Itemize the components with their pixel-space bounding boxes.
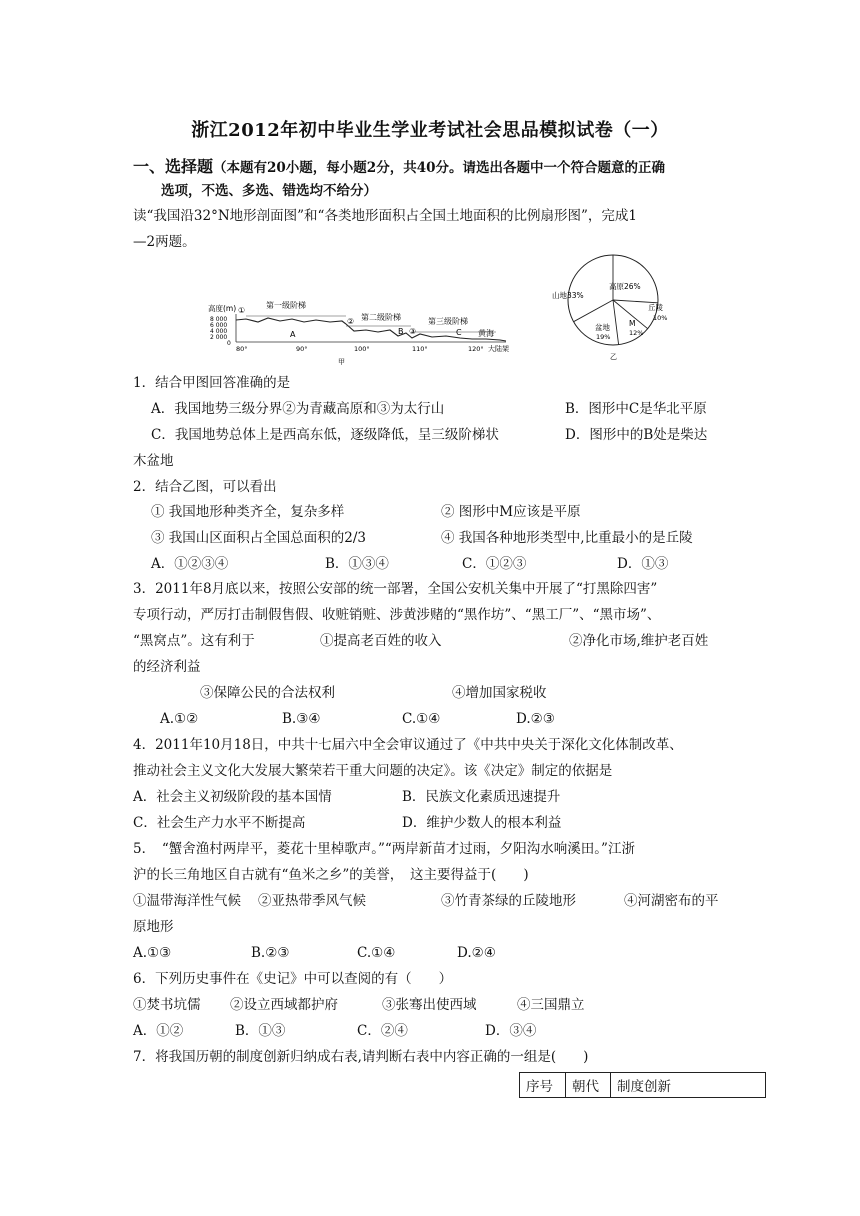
q6-stem: 6．下列历史事件在《史记》中可以查阅的有（ ） <box>133 971 453 987</box>
q3-option-b: B.③④ <box>282 711 321 727</box>
profile-x-tick: 90° <box>296 345 308 353</box>
profile-y-tick: 6 000 <box>210 322 228 329</box>
table-header-cell: 序号 <box>520 1073 566 1098</box>
q4-option-a: A．社会主义初级阶段的基本国情 <box>133 789 332 805</box>
profile-y-tick: 0 <box>227 340 231 347</box>
q1-stem: 1．结合甲图回答准确的是 <box>133 375 291 391</box>
profile-x-tick: 110° <box>412 345 428 353</box>
section-1-header <box>133 158 665 177</box>
q6-choice-3: ③张骞出使西域 <box>382 997 477 1013</box>
q5-choice-1: ①温带海洋性气候 <box>133 893 241 909</box>
q3-line-2: 专项行动，严厉打击制假售假、收赃销赃、涉黄涉赌的“黑作坊”、“黑工厂”、“黑市场”、 <box>133 607 661 623</box>
q2-option-b: B．①③④ <box>325 556 389 572</box>
q5-choice-2: ②亚热带季风气候 <box>258 893 366 909</box>
terrain-profile-figure <box>206 290 546 370</box>
q2-option-c: C．①②③ <box>462 556 527 572</box>
q3-choice-2: ②净化市场,维护老百姓 <box>569 633 709 649</box>
step-3-label: 第三级阶梯 <box>428 317 468 326</box>
step-2-label: 第二级阶梯 <box>361 313 401 322</box>
pie-label-mountains: 山地33% <box>552 291 584 300</box>
q3-option-a: A.①② <box>160 711 199 727</box>
profile-y-tick: 4 000 <box>210 328 228 335</box>
q7-stem: 7．将我国历朝的制度创新归纳成右表,请判断右表中内容正确的一组是( ) <box>133 1049 589 1065</box>
exam-title: 浙江2012年初中毕业生学业考试社会思品模拟试卷（一） <box>191 120 669 141</box>
profile-axis-title: 高度(m) <box>208 304 237 313</box>
q5-line-2: 沪的长三角地区自古就有“鱼米之乡”的美誉， 这主要得益于( ) <box>133 867 529 883</box>
pie-label-hills: 丘陵 <box>648 303 663 312</box>
table-row <box>520 1073 766 1098</box>
q6-option-d: D．③④ <box>485 1023 537 1039</box>
q6-option-c: C．②④ <box>357 1023 408 1039</box>
q6-option-a: A．①② <box>133 1023 184 1039</box>
q6-choice-1: ①焚书坑儒 <box>133 997 201 1013</box>
table-header-cell: 制度创新 <box>611 1073 766 1098</box>
q5-option-c: C.①④ <box>357 945 396 961</box>
q3-line-4: 的经济利益 <box>133 659 201 675</box>
region-a-label: A <box>290 330 296 339</box>
q5-line-1: 5． “蟹舍渔村两岸平，菱花十里棹歌声。”“两岸新苗才过雨，夕阳沟水响溪田。”江浙 <box>133 841 635 857</box>
pie-slices <box>568 255 658 345</box>
terrain-pie-chart <box>545 250 685 360</box>
q2-statement-2: ② 图形中M应该是平原 <box>441 504 581 520</box>
q5-option-d: D.②④ <box>457 945 496 961</box>
q5-line-3: 原地形 <box>133 919 174 935</box>
q2-statement-1: ① 我国地形种类齐全，复杂多样 <box>151 504 345 520</box>
q2-statement-3: ③ 我国山区面积占全国总面积的2/3 <box>151 530 367 546</box>
intro-line-2: —2两题。 <box>133 234 196 250</box>
q1-option-d-cont: 木盆地 <box>133 453 174 469</box>
q6-choice-2: ②设立西域都护府 <box>230 997 338 1013</box>
boundary-2-mark: ② <box>347 317 355 326</box>
profile-x-tick: 120° <box>468 345 484 353</box>
region-b-label: B <box>398 327 404 336</box>
q4-option-d: D．维护少数人的根本利益 <box>402 815 562 831</box>
q2-option-a: A．①②③④ <box>151 556 229 572</box>
pie-label-plateau: 高原26% <box>609 282 641 291</box>
q2-stem: 2．结合乙图，可以看出 <box>133 479 277 495</box>
yellow-sea-label: 黄海 <box>478 329 494 338</box>
figure-jia-caption: 甲 <box>338 358 345 366</box>
q2-option-d: D．①③ <box>617 556 669 572</box>
q6-option-b: B．①③ <box>235 1023 286 1039</box>
q7-table <box>519 1072 766 1098</box>
boundary-1-mark: ① <box>238 306 246 315</box>
q3-option-c: C.①④ <box>402 711 441 727</box>
table-header-cell: 朝代 <box>566 1073 611 1098</box>
q1-option-a: A．我国地势三级分界②为青藏高原和③为太行山 <box>151 401 445 417</box>
q3-line-1: 3．2011年8月底以来，按照公安部的统一部署，全国公安机关集中开展了“打黑除四害” <box>133 581 658 597</box>
q1-option-d: D．图形中的B处是柴达 <box>565 427 708 443</box>
q3-line-3: “黑窝点”。这有利于 <box>133 633 255 649</box>
region-c-label: C <box>456 328 462 337</box>
figure-yi-caption: 乙 <box>610 353 617 360</box>
q4-option-c: C．社会生产力水平不断提高 <box>133 815 306 831</box>
q4-line-1: 4．2011年10月18日，中共十七届六中全会审议通过了《中共中央关于深化文化体制改革、 <box>133 737 683 753</box>
q3-choice-4: ④增加国家税收 <box>452 685 547 701</box>
q5-option-a: A.①③ <box>133 945 172 961</box>
q3-choice-1: ①提高老百姓的收入 <box>320 633 442 649</box>
continental-shelf-label: 大陆架 <box>488 345 509 353</box>
profile-x-tick: 100° <box>354 345 370 353</box>
profile-x-tick: 80° <box>236 345 248 353</box>
q4-line-2: 推动社会主义文化大发展大繁荣若干重大问题的决定》。该《决定》制定的依据是 <box>133 763 613 779</box>
q4-option-b: B．民族文化素质迅速提升 <box>402 789 561 805</box>
q5-choice-3: ③竹青茶绿的丘陵地形 <box>441 893 576 909</box>
pie-label-hills-pct: 10% <box>653 314 668 322</box>
q3-choice-3: ③保障公民的合法权利 <box>200 685 335 701</box>
boundary-3-mark: ③ <box>409 327 417 336</box>
profile-y-tick: 8 000 <box>210 316 228 323</box>
section-desc-cont: 选项，不选、多选、错选均不给分） <box>161 183 377 199</box>
q2-statement-4: ④ 我国各种地形类型中,比重最小的是丘陵 <box>441 530 693 546</box>
pie-label-basin-pct: 19% <box>596 333 611 341</box>
step-1-label: 第一级阶梯 <box>266 301 306 310</box>
q1-option-c: C．我国地势总体上是西高东低，逐级降低，呈三级阶梯状 <box>151 427 499 443</box>
q1-option-b: B．图形中C是华北平原 <box>565 401 707 417</box>
intro-line-1: 读“我国沿32°N地形剖面图”和“各类地形面积占全国土地面积的比例扇形图”，完成1 <box>133 208 637 224</box>
q6-choice-4: ④三国鼎立 <box>517 997 585 1013</box>
q5-choice-4: ④河湖密布的平 <box>624 893 719 909</box>
pie-label-basin: 盆地 <box>595 323 610 332</box>
q3-option-d: D.②③ <box>516 711 555 727</box>
pie-label-m: M <box>629 319 636 328</box>
pie-label-m-pct: 12% <box>629 329 644 337</box>
profile-y-tick: 2 000 <box>210 334 228 341</box>
section-desc: （本题有20小题，每小题2分，共40分。请选出各题中一个符合题意的正确 <box>213 160 665 176</box>
section-heading: 一、选择题 <box>133 157 214 176</box>
q5-option-b: B.②③ <box>251 945 290 961</box>
